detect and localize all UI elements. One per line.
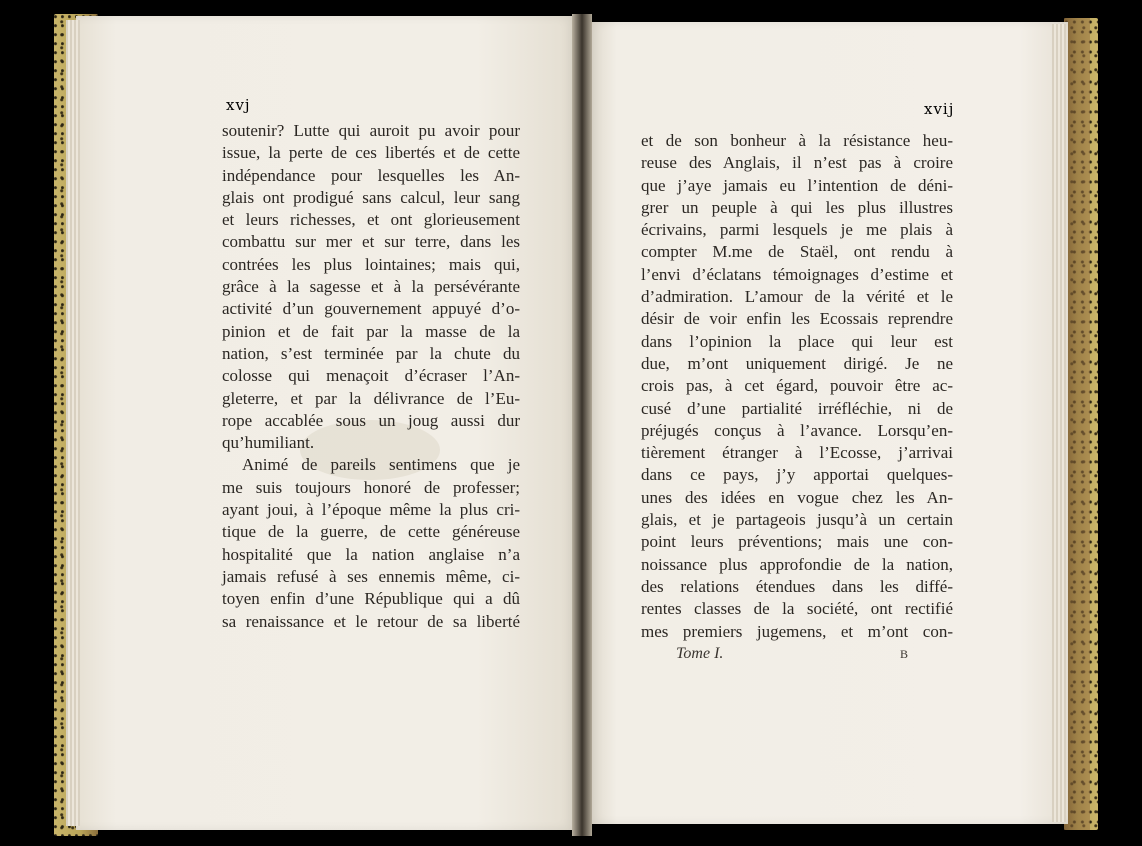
text-line: glais, et je partageois jusqu’à un certain <box>641 510 953 530</box>
left-page-text <box>222 120 520 633</box>
text-line: jamais refusé à ses ennemis même, ci- <box>222 566 520 586</box>
text-line: tièrement étranger à l’Ecosse, j’arrivai <box>641 443 953 463</box>
text-line: noissance plus approfondie de la nation, <box>641 554 953 574</box>
text-line: grer un peuple à qui les plus illustres <box>641 197 953 217</box>
volume-label: Tome I. <box>676 645 724 662</box>
text-line: et de son bonheur à la résistance heu- <box>641 131 953 150</box>
text-line: indépendance pour lesquelles les An- <box>222 165 520 185</box>
text-line: et leurs richesses, et ont glorieusement <box>222 210 520 230</box>
text-line: grâce à la sagesse et à la persévérante <box>222 277 520 297</box>
text-line: Animé de pareils sentimens que je <box>242 455 520 475</box>
text-line: ayant joui, à l’époque même la plus cri- <box>222 500 520 520</box>
text-line: me suis toujours honoré de professer; <box>222 477 520 497</box>
text-line: mes premiers jugemens, et m’ont con- <box>641 621 953 641</box>
text-line: qu’humiliant. <box>222 433 315 453</box>
text-line: d’admiration. L’amour de la vérité et le <box>641 287 953 307</box>
text-line: glais ont prodigué sans calcul, leur sang <box>222 187 520 207</box>
text-line: des relations étendues dans les diffé- <box>641 576 953 596</box>
text-line: activité d’un gouvernement appuyé d’o- <box>222 299 520 319</box>
text-line: rope accablée sous un joug aussi dur <box>222 410 520 430</box>
right-page-number: xvij <box>924 100 955 118</box>
text-line: compter M.me de Staël, ont rendu à <box>641 242 953 262</box>
text-line: dans l’opinion la place qui leur est <box>641 331 953 351</box>
signature-mark: B <box>900 647 909 661</box>
text-line: point leurs préventions; mais une con- <box>641 532 953 552</box>
text-line: nation, s’est terminée par la chute du <box>222 343 520 363</box>
text-line: combattu sur mer et sur terre, dans les <box>222 232 520 252</box>
text-line: désir de voir enfin les Ecossais reprendre <box>641 309 953 329</box>
book-gutter <box>572 14 592 836</box>
text-line: rentes classes de la société, ont rectifié <box>641 599 953 619</box>
text-line: cusé d’une partialité irréfléchie, ni de <box>641 398 953 418</box>
text-line: l’envi d’éclatans témoignages d’estime et <box>641 264 953 284</box>
text-line: gleterre, et par la délivrance de l’Eu- <box>222 388 520 408</box>
text-line: due, m’ont uniquement dirigé. Je ne <box>641 353 953 373</box>
text-line: contrées les plus lointaines; mais qui, <box>222 254 520 274</box>
text-line: préjugés conçus à l’avance. Lorsqu’en- <box>641 420 953 440</box>
text-line: colosse qui menaçoit d’écraser l’An- <box>222 366 520 386</box>
text-line: toyen enfin d’une République qui a dû <box>222 589 520 609</box>
right-page-edge-stack <box>1052 24 1066 822</box>
text-line: soutenir? Lutte qui auroit pu avoir pour <box>222 121 520 140</box>
left-page-number: xvj <box>226 96 251 114</box>
text-line: dans ce pays, j’y apportai quelques- <box>641 465 953 485</box>
text-line: que j’aye jamais eu l’intention de déni- <box>641 175 953 195</box>
text-line: issue, la perte de ces libertés et de cette <box>222 143 520 163</box>
left-page-edge-stack <box>66 20 80 826</box>
text-line: unes des idées en vogue chez les An- <box>641 487 953 507</box>
text-line: tique de la guerre, de cette généreuse <box>222 522 520 542</box>
text-line: reuse des Anglais, il n’est pas à croire <box>641 153 953 173</box>
text-line: sa renaissance et le retour de sa liberté <box>222 611 520 631</box>
text-line: crois pas, à cet égard, pouvoir être ac- <box>641 376 953 396</box>
text-line: écrivains, parmi lesquels je me plais à <box>641 220 953 240</box>
text-line: pinion et de fait par la masse de la <box>222 321 520 341</box>
right-page-text <box>641 130 953 643</box>
text-line: hospitalité que la nation anglaise n’a <box>222 544 520 564</box>
